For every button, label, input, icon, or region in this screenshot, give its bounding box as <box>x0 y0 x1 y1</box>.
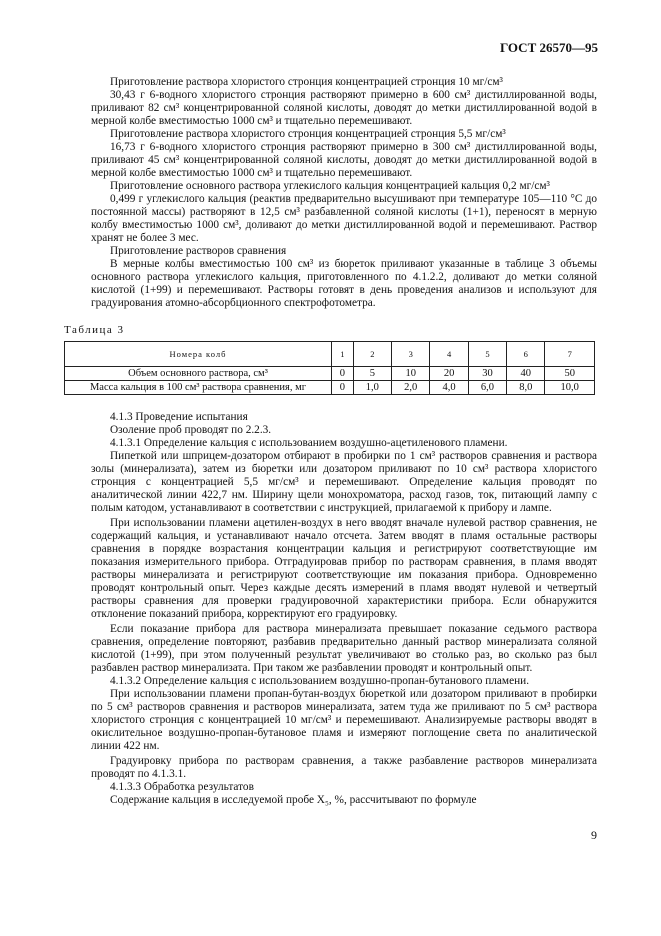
section-heading: 4.1.3.2 Определение кальция с использованием воздушно-пропан-бутанового пламени. <box>110 675 530 687</box>
table-cell: 40 <box>507 367 545 381</box>
paragraph: 30,43 г 6-водного хлористого стронция растворяют примерно в 600 см³ дистиллированной воды, приливают 82 см³ концентрированной соляной кислоты, доводят до метки дистиллированной водой в мерной колбе вместимостью 1000 см³ и тщательно перемешивают. <box>91 89 597 127</box>
row-label: Объем основного раствора, см³ <box>65 367 332 381</box>
column-header: 2 <box>353 342 391 367</box>
paragraph: В мерные колбы вместимостью 100 см³ из бюреток приливают указанные в таблице 3 объемы основного раствора углекислого кальция, приготовленного по 4.1.2.2, доливают до метки соляной кислотой (1+99) и перемешивают. Растворы готовят в день проведения анализов и используют для градуирования атомно-абсорбционного спектрофотометра. <box>91 258 597 309</box>
column-header: 4 <box>430 342 468 367</box>
column-header: 5 <box>468 342 506 367</box>
table-cell: 30 <box>468 367 506 381</box>
paragraph: Приготовление растворов сравнения <box>110 245 287 257</box>
table-header-row <box>65 342 595 367</box>
paragraph: При использовании пламени пропан-бутан-воздух бюреткой или дозатором приливают в пробирки по 5 см³ растворов сравнения и растворов минерализата, затем туда же приливают по 5 см³ раствора хлористого стронция с концентрацией 10 мг/см³ и перемешивают. Анализируемые растворы вводят в окислительное воздушно-пропан-бутановое пламя и измеряют поглощение света по аналитической линии 422 нм. <box>91 688 597 752</box>
bottom-text-block <box>91 411 597 807</box>
table-3 <box>64 341 595 395</box>
table-row <box>65 381 595 395</box>
paragraph: Приготовление основного раствора углекислого кальция концентрацией кальция 0,2 мг/см³ <box>110 180 550 192</box>
paragraph: При использовании пламени ацетилен-воздух в него вводят вначале нулевой раствор сравнения, не содержащий кальция, и устанавливают начало отсчета. Затем вводят в пламя остальные растворы сравнения в порядке возрастания концентрации кальция и регистрируют соответствующие им показания измерительного прибора. Отградуировав прибор по растворам сравнения, в пламя вводят растворы минерализата и регистрируют соответствующие им показания прибора. Одновременно проводят контрольный опыт. Через каждые десять измерений в пламя вводят нулевой и четвертый растворы сравнения для проверки градуировочной характеристики прибора. Если обнаружится отклонение показаний прибора, корректируют его градуировку. <box>91 517 597 620</box>
paragraph: Пипеткой или шприцем-дозатором отбирают в пробирки по 1 см³ растворов сравнения и раствора золы (минерализата), затем из бюретки или дозатором приливают по 10 см³ раствора хлористого стронция с концентрацией 5,5 мг/см³ и перемешивают. Определение кальция проводят по аналитической линии 422,7 нм. Ширину щели монохроматора, расход газов, ток, питающий лампу с полым катодом, устанавливают в соответствии с инструкцией, прилагаемой к прибору и лампе. <box>91 450 597 514</box>
section-heading: 4.1.3.3 Обработка результатов <box>110 781 254 793</box>
table-cell: 0 <box>332 381 354 395</box>
table-cell: 20 <box>430 367 468 381</box>
column-header: 6 <box>507 342 545 367</box>
paragraph: Градуировку прибора по растворам сравнения, а также разбавление растворов минерализата проводят по 4.1.3.1. <box>91 755 597 780</box>
table-cell: 1,0 <box>353 381 391 395</box>
paragraph: Содержание кальция в исследуемой пробе X₅, %, рассчитывают по формуле <box>110 794 477 806</box>
table-cell: 10,0 <box>545 381 595 395</box>
paragraph: Приготовление раствора хлористого стронция концентрацией стронция 5,5 мг/см³ <box>110 128 506 140</box>
table-caption: Таблица 3 <box>64 324 125 336</box>
column-header: 1 <box>332 342 354 367</box>
table-cell: 5 <box>353 367 391 381</box>
header-label: Номера колб <box>65 342 332 367</box>
table-cell: 2,0 <box>392 381 430 395</box>
paragraph: Если показание прибора для раствора минерализата превышает показание седьмого раствора сравнения, определение повторяют, разбавив предварительно данный раствор минерализата соляной кислотой (1+99), при этом полученный результат увеличивают во столько раз, во сколько раз был разбавлен раствор минерализата. При таком же разбавлении проводят и контрольный опыт. <box>91 623 597 674</box>
paragraph: Озоление проб проводят по 2.2.3. <box>110 424 272 436</box>
top-text-block <box>91 76 597 310</box>
page-number: 9 <box>591 828 597 842</box>
paragraph: Приготовление раствора хлористого стронция концентрацией стронция 10 мг/см³ <box>110 76 503 88</box>
paragraph: 0,499 г углекислого кальция (реактив предварительно высушивают при температуре 105—110 °С до постоянной массы) растворяют в 12,5 см³ разбавленной соляной кислоты (1+1), переносят в мерную колбу вместимостью 1000 см³, доливают до метки дистиллированной водой и перемешивают. Раствор хранят не более 3 мес. <box>91 193 597 244</box>
table-cell: 4,0 <box>430 381 468 395</box>
section-heading: 4.1.3 Проведение испытания <box>110 411 248 423</box>
paragraph: 16,73 г 6-водного хлористого стронция растворяют примерно в 300 см³ дистиллированной воды, приливают 45 см³ концентрированной соляной кислоты, доводят до метки дистиллированной водой в мерной колбе вместимостью 1000 см³ и тщательно перемешивают. <box>91 141 597 179</box>
table-cell: 0 <box>332 367 354 381</box>
table-cell: 50 <box>545 367 595 381</box>
table-row <box>65 367 595 381</box>
table-cell: 10 <box>392 367 430 381</box>
row-label: Масса кальция в 100 см³ раствора сравнения, мг <box>65 381 332 395</box>
table-cell: 6,0 <box>468 381 506 395</box>
section-heading: 4.1.3.1 Определение кальция с использованием воздушно-ацетиленового пламени. <box>110 437 508 449</box>
column-header: 7 <box>545 342 595 367</box>
standard-header: ГОСТ 26570—95 <box>499 40 598 55</box>
column-header: 3 <box>392 342 430 367</box>
table-cell: 8,0 <box>507 381 545 395</box>
